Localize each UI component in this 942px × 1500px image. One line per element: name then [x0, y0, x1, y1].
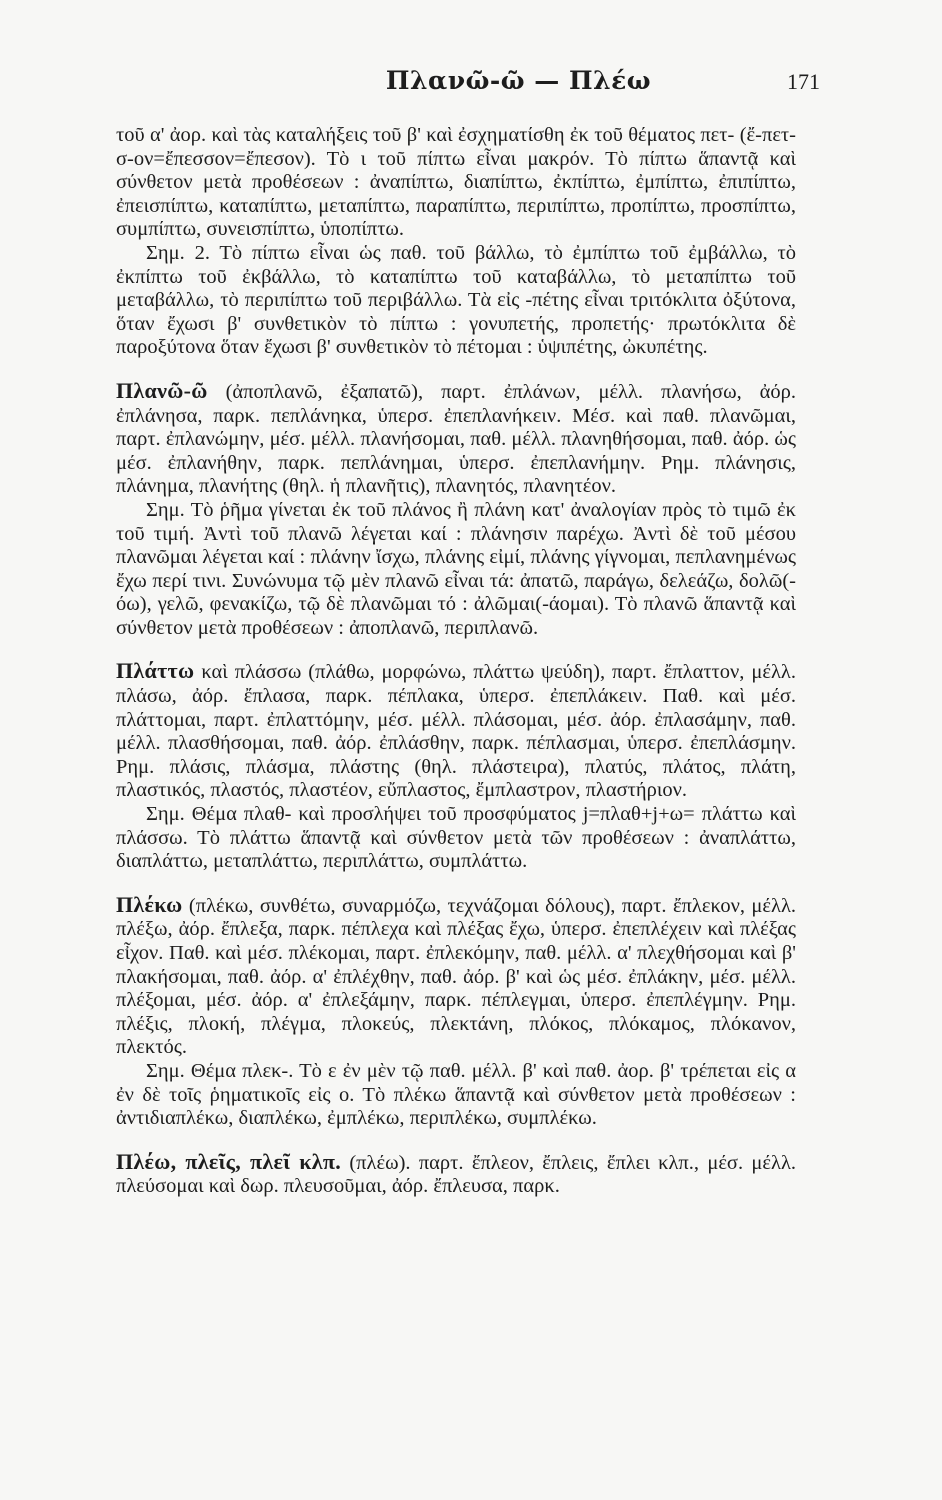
entry-platto [116, 659, 796, 803]
entry-pleo [116, 1150, 796, 1199]
page-number: 171 [787, 69, 820, 94]
note-text: Σημ. Τὸ ῥῆμα γίνεται ἐκ τοῦ πλάνος ἢ πλάνη κατ' ἀναλογίαν πρὸς τὸ τιμῶ ἐκ τοῦ τιμή. Ἀντὶ τοῦ πλανῶ λέγεται καί : πλάνησιν παρέχω. Ἀντὶ δὲ τοῦ μέσου πλανῶμαι λέγεται καί : πλάνην ἴσχω, πλάνης εἰμί, πλάνης γίγνομαι, πεπλανημένως ἔχω περί τινι. Συνώνυμα τῷ μὲν πλανῶ εἶναι τά: ἀπατῶ, παράγω, δελεάζω, δολῶ(-όω), γελῶ, φενακίζω, τῷ δὲ πλανῶμαι τό : ἀλῶμαι(-άομαι). Τὸ πλανῶ ἅπαντᾷ καὶ σύνθετον μετὰ προθέσεων : ἀποπλανῶ, περιπλανῶ. [116, 498, 796, 639]
paragraph-text: τοῦ α' ἀορ. καὶ τὰς καταλήξεις τοῦ β' καὶ ἐσχηματίσθη ἐκ τοῦ θέματος πετ- (ἔ-πετ-σ-ον=ἔπεσσον=ἔπεσον). Τὸ ι τοῦ πίπτω εἶναι μακρόν. Τὸ πίπτω ἅπαντᾷ καὶ σύνθετον μετὰ προθέσεων : ἀναπίπτω, διαπίπτω, ἐκπίπτω, ἐμπίπτω, ἐπιπίπτω, ἐπεισπίπτω, καταπίπτω, μεταπίπτω, παραπίπτω, περιπίπτω, προπίπτω, προσπίπτω, συμπίπτω, συνεισπίπτω, ὑποπίπτω. [116, 124, 796, 241]
running-title: Πλανῶ-ῶ — Πλέω [385, 66, 652, 95]
note-text: Σημ. Θέμα πλεκ-. Τὸ ε ἐν μὲν τῷ παθ. μέλλ. β' καὶ παθ. ἀορ. β' τρέπεται εἰς α ἐν δὲ τοῖς ῥηματικοῖς εἰς ο. Τὸ πλέκω ἅπαντᾷ καὶ σύνθετον μετὰ προθέσεων : ἀντιδιαπλέκω, διαπλέκω, ἐμπλέκω, περιπλέκω, συμπλέκω. [116, 1059, 796, 1130]
entry-pleko [116, 893, 796, 1060]
entry-text: (πλέκω, συνθέτω, συναρμόζω, τεχνάζομαι δόλους), παρτ. ἔπλεκον, μέλλ. πλέξω, ἀόρ. ἔπλεξα, παρκ. πέπλεχα καὶ πλέξας ἔχω, ὑπερσ. ἐπεπλέχειν καὶ πλέξας εἶχον. Παθ. καὶ μέσ. πλέκομαι, παρτ. ἐπλεκόμην, παθ. μέλλ. α' πλεχθήσομαι καὶ β' πλακήσομαι, παθ. ἀόρ. α' ἐπλέχθην, παθ. ἀόρ. β' καὶ ὡς μέσ. ἐπλάκην, μέσ. μέλλ. πλέξομαι, μέσ. ἀόρ. α' ἐπλεξάμην, παρκ. πέπλεγμαι, ὑπερσ. ἐπεπλέγμην. Ρημ. πλέξις, πλοκή, πλέγμα, πλοκεύς, πλεκτάνη, πλόκος, πλόκαμος, πλόκανον, πλεκτός. [116, 894, 797, 1059]
entry-headword: Πλανῶ-ῶ [116, 377, 208, 403]
note-pleko [116, 1060, 796, 1131]
page-body [116, 124, 796, 1199]
entry-headword: Πλάττω [116, 658, 195, 684]
note-platto [116, 803, 796, 874]
entry-headword: Πλέκω [116, 891, 183, 917]
entry-text: (ἀποπλανῶ, ἐξαπατῶ), παρτ. ἐπλάνων, μέλλ. πλανήσω, ἀόρ. ἐπλάνησα, παρκ. πεπλάνηκα, ὑπερσ. ἐπεπλανήκειν. Μέσ. καὶ παθ. πλανῶμαι, παρτ. ἐπλανώμην, μέσ. μέλλ. πλανήσομαι, παθ. μέλλ. πλανηθήσομαι, παθ. ἀόρ. ὡς μέσ. ἐπλανήθην, παρκ. πεπλάνημαι, ὑπερσ. ἐπεπλανήμην. Ρημ. πλάνησις, πλάνημα, πλανήτης (θηλ. ἡ πλανῆτις), πλανητός, πλανητέον. [116, 380, 796, 498]
entry-text: (πλέω). παρτ. ἔπλεον, ἔπλεις, ἔπλει κλπ., μέσ. μέλλ. πλεύσομαι καὶ δωρ. πλευσοῦμαι, ἀόρ. ἔπλευσα, παρκ. [116, 1151, 797, 1198]
entry-plano [116, 379, 796, 499]
note-plano [116, 499, 796, 641]
page-header [120, 66, 820, 95]
entry-headword: Πλέω, πλεῖς, πλεῖ κλπ. [116, 1148, 342, 1174]
paragraph-continuation [116, 124, 796, 242]
note-pipto [116, 242, 796, 360]
note-text: Σημ. 2. Τὸ πίπτω εἶναι ὡς παθ. τοῦ βάλλω, τὸ ἐμπίπτω τοῦ ἐμβάλλω, τὸ ἐκπίπτω τοῦ ἐκβάλλω, τὸ καταπίπτω τοῦ καταβάλλω, τὸ μεταπίπτω τοῦ μεταβάλλω, τὸ περιπίπτω τοῦ περιβάλλω. Τὰ εἰς -πέτης εἶναι τριτόκλιτα ὀξύτονα, ὅταν ἔχωσι β' συνθετικὸν τὸ πίπτω : γονυπετής, προπετής· πρωτόκλιτα δὲ παροξύτονα ὅταν ἔχωσι β' συνθετικὸν τὸ πέτομαι : ὑψιπέτης, ὠκυπέτης. [116, 241, 796, 359]
note-text: Σημ. Θέμα πλαθ- καὶ προσλήψει τοῦ προσφύματος j=πλαθ+j+ω= πλάττω καὶ πλάσσω. Τὸ πλάττω ἅπαντᾷ καὶ σύνθετον μετὰ τῶν προθέσεων : ἀναπλάττω, διαπλάττω, μεταπλάττω, περιπλάττω, συμπλάττω. [116, 803, 796, 873]
entry-text: καὶ πλάσσω (πλάθω, μορφώνω, πλάττω ψεύδη), παρτ. ἔπλαττον, μέλλ. πλάσω, ἀόρ. ἔπλασα, παρκ. πέπλακα, ὑπερσ. ἐπεπλάκειν. Παθ. καὶ μέσ. πλάττομαι, παρτ. ἐπλαττόμην, μέσ. μέλλ. πλάσομαι, μέσ. ἀόρ. ἐπλασάμην, παθ. μέλλ. πλασθήσομαι, παθ. ἀόρ. ἐπλάσθην, παρκ. πέπλασμαι, ὑπερσ. ἐπεπλάσμην. Ρημ. πλάσις, πλάσμα, πλάστης (θηλ. πλάστειρα), πλατύς, πλάτος, πλάτη, πλαστικός, πλαστός, πλαστέον, εὔπλαστος, ἔμπλαστρον, πλαστήριον. [116, 661, 797, 802]
